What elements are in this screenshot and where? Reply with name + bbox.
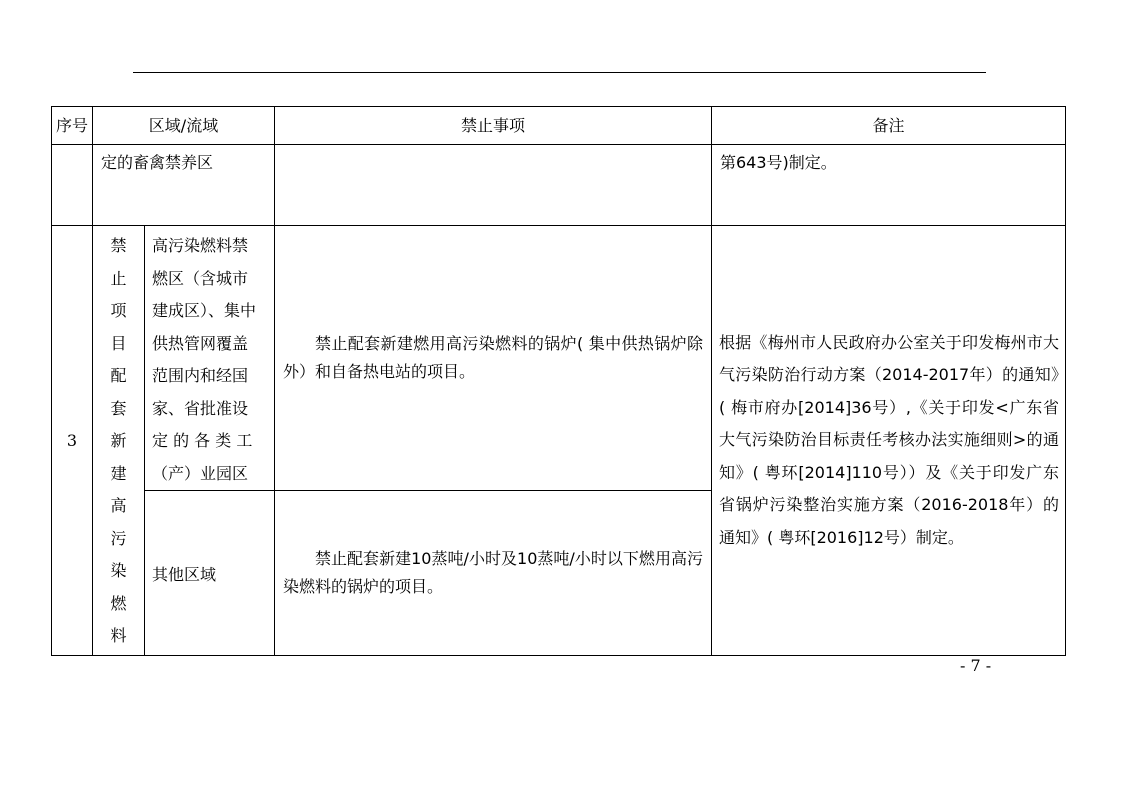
category-char: 染	[110, 561, 127, 580]
area-line: 高污染燃料禁	[152, 236, 249, 255]
sub1-prohibition-text: 禁止配套新建燃用高污染燃料的锅炉( 集中供热锅炉除外）和自备热电站的项目。	[283, 334, 703, 381]
category-char: 配	[110, 366, 127, 385]
continuation-seq-cell	[52, 145, 93, 226]
sub2-prohibition-text: 禁止配套新建10蒸吨/小时及10蒸吨/小时以下燃用高污染燃料的锅炉的项目。	[283, 549, 703, 596]
continuation-area: 定的畜禽禁养区	[93, 145, 275, 226]
area-line: 定 的 各 类 工	[152, 431, 253, 450]
category-char: 料	[110, 626, 127, 645]
header-remark: 备注	[712, 107, 1066, 145]
area-line: （产）业园区	[152, 463, 249, 483]
area-line: 范围内和经国	[152, 366, 249, 385]
category-char: 禁	[110, 236, 127, 255]
header-area: 区域/流域	[93, 107, 275, 145]
continuation-prohibition	[275, 145, 712, 226]
category-char: 项	[110, 301, 127, 320]
item3-sub1-area	[145, 226, 275, 491]
category-char: 建	[110, 463, 127, 483]
item3-category	[93, 226, 145, 656]
item3-sub2-prohibition	[275, 491, 712, 656]
table-row-continuation	[52, 145, 1066, 226]
area-line: 家、省批准设	[152, 398, 249, 418]
item3-seq: 3	[52, 226, 93, 656]
category-char: 套	[110, 398, 127, 418]
category-char: 污	[110, 528, 127, 548]
area-line: 供热管网覆盖	[152, 333, 249, 353]
header-seq: 序号	[52, 107, 93, 145]
category-char: 新	[110, 431, 127, 450]
item3-sub2-area	[145, 491, 275, 656]
category-char: 高	[110, 496, 127, 515]
item3-sub1-prohibition	[275, 226, 712, 491]
page-number: - 7 -	[960, 656, 992, 675]
sub2-area-text: 其他区域	[152, 564, 217, 584]
continuation-remark: 第643号)制定。	[712, 145, 1066, 226]
table-header-row	[52, 107, 1066, 145]
table-row-item3-sub1	[52, 226, 1066, 491]
header-prohibition: 禁止事项	[275, 107, 712, 145]
category-char: 燃	[110, 593, 127, 613]
item3-remark: 根据《梅州市人民政府办公室关于印发梅州市大气污染防治行动方案（2014-2017年）的通知》( 梅市府办[2014]36号）,《关于印发<广东省大气污染防治目标责任考核办法实施细则>的通知》( 粤环[2014]110号））及《关于印发广东省锅炉污染整治实施方案（2016-2018年）的通知》( 粤环[2016]12号）制定。	[712, 226, 1066, 656]
category-char: 目	[110, 333, 127, 353]
area-line: 建成区）、集中	[152, 301, 257, 320]
area-line: 燃区（含城市	[152, 268, 249, 288]
category-char: 止	[110, 268, 127, 288]
prohibition-table	[51, 106, 1066, 656]
header-rule	[133, 72, 986, 73]
